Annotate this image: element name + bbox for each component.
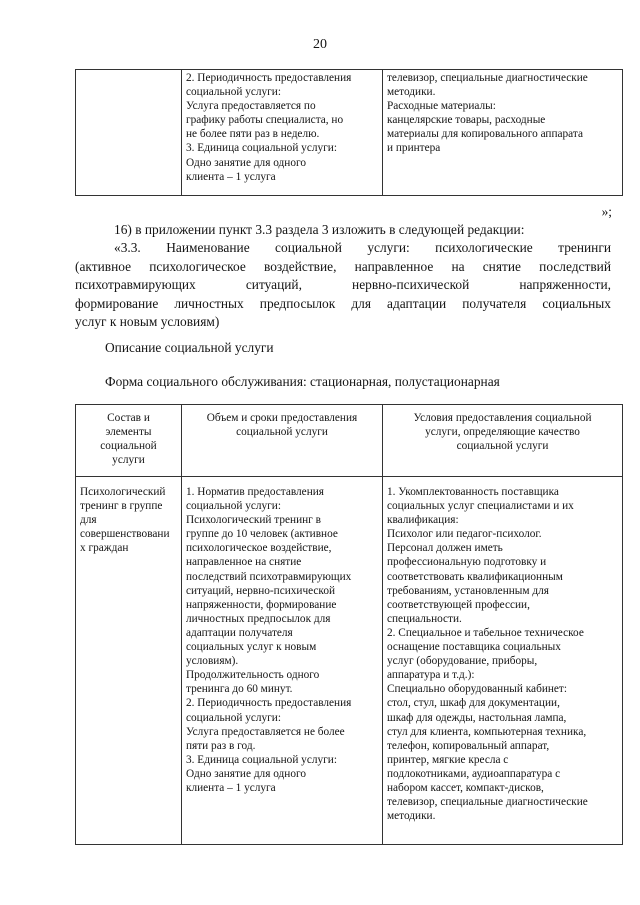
header-line: услуги — [112, 454, 145, 467]
cell-line: Психологический тренинг в — [186, 514, 321, 527]
cell-line: услуг (оборудование, приборы, — [387, 655, 538, 668]
cell-line: пяти раз в год. — [186, 739, 256, 752]
table-cell-periodicity — [182, 70, 383, 196]
cell-line: 2. Периодичность предоставления — [186, 697, 352, 710]
cell-line: соответствующей профессии, — [387, 598, 530, 611]
header-cell-volume — [182, 405, 383, 477]
table-cell-service-name — [76, 477, 182, 845]
cell-line: Психологический — [80, 486, 166, 498]
table-row — [76, 70, 623, 196]
cell-line: тренинга до 60 минут. — [186, 683, 293, 696]
cell-line: для — [80, 514, 97, 527]
cell-line: Психолог или педагог-психолог. — [387, 528, 542, 541]
page-number: 20 — [313, 37, 327, 52]
cell-line: Одно занятие для одного — [186, 767, 306, 780]
cell-line: клиента – 1 услуга — [186, 170, 276, 183]
cell-line: направленное на снятие — [186, 556, 302, 569]
table-row — [76, 477, 623, 845]
cell-line: Специально оборудованный кабинет: — [387, 683, 567, 696]
cell-line: аппаратура и т.д.): — [387, 669, 475, 682]
cell-line: личностных предпосылок для — [186, 612, 331, 625]
cell-line: адаптации получателя — [186, 626, 293, 639]
closing-quote: »; — [601, 204, 612, 219]
cell-line: требованиям, установленным для — [387, 584, 549, 597]
cell-line: стул для клиента, компьютерная техника, — [387, 725, 587, 738]
cell-line: канцелярские товары, расходные — [387, 114, 546, 127]
service-title-line: психотравмирующих ситуаций, нервно-психической напряженности, — [75, 277, 611, 293]
cell-line: и принтера — [387, 142, 441, 155]
header-line: социальной услуги — [456, 440, 549, 453]
cell-line: клиента – 1 услуга — [186, 781, 276, 794]
table-header-row — [76, 405, 623, 477]
header-cell-conditions — [383, 405, 623, 477]
service-title — [75, 239, 611, 332]
cell-line: методики. — [387, 810, 436, 823]
cell-line: ситуаций, нервно-психической — [186, 584, 336, 597]
continuation-table — [75, 69, 623, 196]
description-heading: Описание социальной услуги — [105, 340, 274, 355]
header-line: социальной услуги — [236, 426, 328, 439]
table-cell-volume — [182, 477, 383, 845]
cell-line: последствий психотравмирующих — [186, 570, 352, 583]
table-cell-conditions — [383, 477, 623, 845]
cell-line: Персонал должен иметь — [387, 542, 503, 555]
cell-line: 3. Единица социальной услуги: — [186, 753, 337, 766]
table-cell-empty — [76, 70, 182, 196]
cell-line: оснащение поставщика социальных — [387, 641, 561, 654]
cell-line: методики. — [387, 86, 436, 99]
service-title-line: (активное психологическое воздействие, направленное на снятие последствий — [75, 258, 611, 274]
cell-line: социальной услуги: — [186, 500, 281, 513]
cell-line: не более пяти раз в неделю. — [186, 128, 320, 141]
cell-line: стол, стул, шкаф для документации, — [387, 697, 560, 710]
cell-line: Услуга предоставляется по — [186, 100, 316, 113]
cell-line: телевизор, специальные диагностические — [387, 796, 588, 809]
cell-line: тренинг в группе — [80, 500, 163, 513]
header-line: элементы — [105, 426, 152, 439]
cell-line: 1. Норматив предоставления — [186, 486, 324, 498]
header-line: Состав и — [107, 412, 150, 424]
table-cell-materials — [383, 70, 623, 196]
cell-line: Продолжительность одного — [186, 669, 320, 682]
service-form: Форма социального обслуживания: стационарная, полустационарная — [105, 374, 500, 389]
cell-line: х граждан — [80, 542, 129, 555]
cell-line: 2. Специальное и табельное техническое — [387, 626, 584, 639]
cell-line: телефон, копировальный аппарат, — [387, 739, 550, 752]
cell-line: 3. Единица социальной услуги: — [186, 142, 337, 155]
cell-line: совершенствовани — [80, 528, 170, 541]
cell-line: набором кассет, компакт-дисков, — [387, 781, 544, 794]
cell-line: профессиональную подготовку и — [387, 556, 547, 569]
cell-line: графику работы специалиста, но — [186, 114, 344, 127]
cell-line: 1. Укомплектованность поставщика — [387, 486, 559, 498]
cell-line: шкаф для одежды, настольная лампа, — [387, 711, 567, 724]
cell-line: Услуга предоставляется не более — [186, 725, 345, 738]
cell-line: Одно занятие для одного — [186, 156, 306, 169]
amendment-instruction: 16) в приложении пункт 3.3 раздела 3 изложить в следующей редакции: — [114, 222, 525, 237]
cell-line: социальной услуги: — [186, 711, 281, 724]
cell-line: социальной услуги: — [186, 86, 281, 99]
cell-line: квалификация: — [387, 514, 459, 527]
cell-line: группе до 10 человек (активное — [186, 528, 338, 541]
service-title-line: услуг к новым условиям) — [75, 314, 220, 330]
header-line: Условия предоставления социальной — [413, 412, 592, 424]
service-table — [75, 404, 623, 845]
header-line: социальной — [100, 440, 157, 453]
header-line: услуги, определяющие качество — [425, 426, 580, 439]
cell-line: социальных услуг к новым — [186, 641, 317, 654]
service-title-line: «3.3. Наименование социальной услуги: психологические тренинги — [114, 240, 611, 255]
cell-line: 2. Периодичность предоставления — [186, 72, 352, 84]
header-line: Объем и сроки предоставления — [206, 412, 358, 424]
cell-line: подлокотниками, аудиоаппаратура с — [387, 767, 561, 780]
cell-line: напряженности, формирование — [186, 598, 337, 611]
cell-line: принтер, мягкие кресла с — [387, 753, 509, 766]
cell-line: психологическое воздействие, — [186, 542, 332, 555]
cell-line: телевизор, специальные диагностические — [387, 72, 588, 84]
header-cell-composition — [76, 405, 182, 477]
cell-line: социальных услуг специалистами и их — [387, 500, 574, 513]
cell-line: материалы для копировального аппарата — [387, 128, 583, 141]
cell-line: соответствовать квалификационным — [387, 570, 563, 583]
service-title-line: формирование личностных предпосылок для адаптации получателя социальных — [75, 295, 611, 311]
cell-line: Расходные материалы: — [387, 100, 496, 113]
cell-line: специальности. — [387, 612, 462, 625]
cell-line: условиям). — [186, 655, 239, 668]
